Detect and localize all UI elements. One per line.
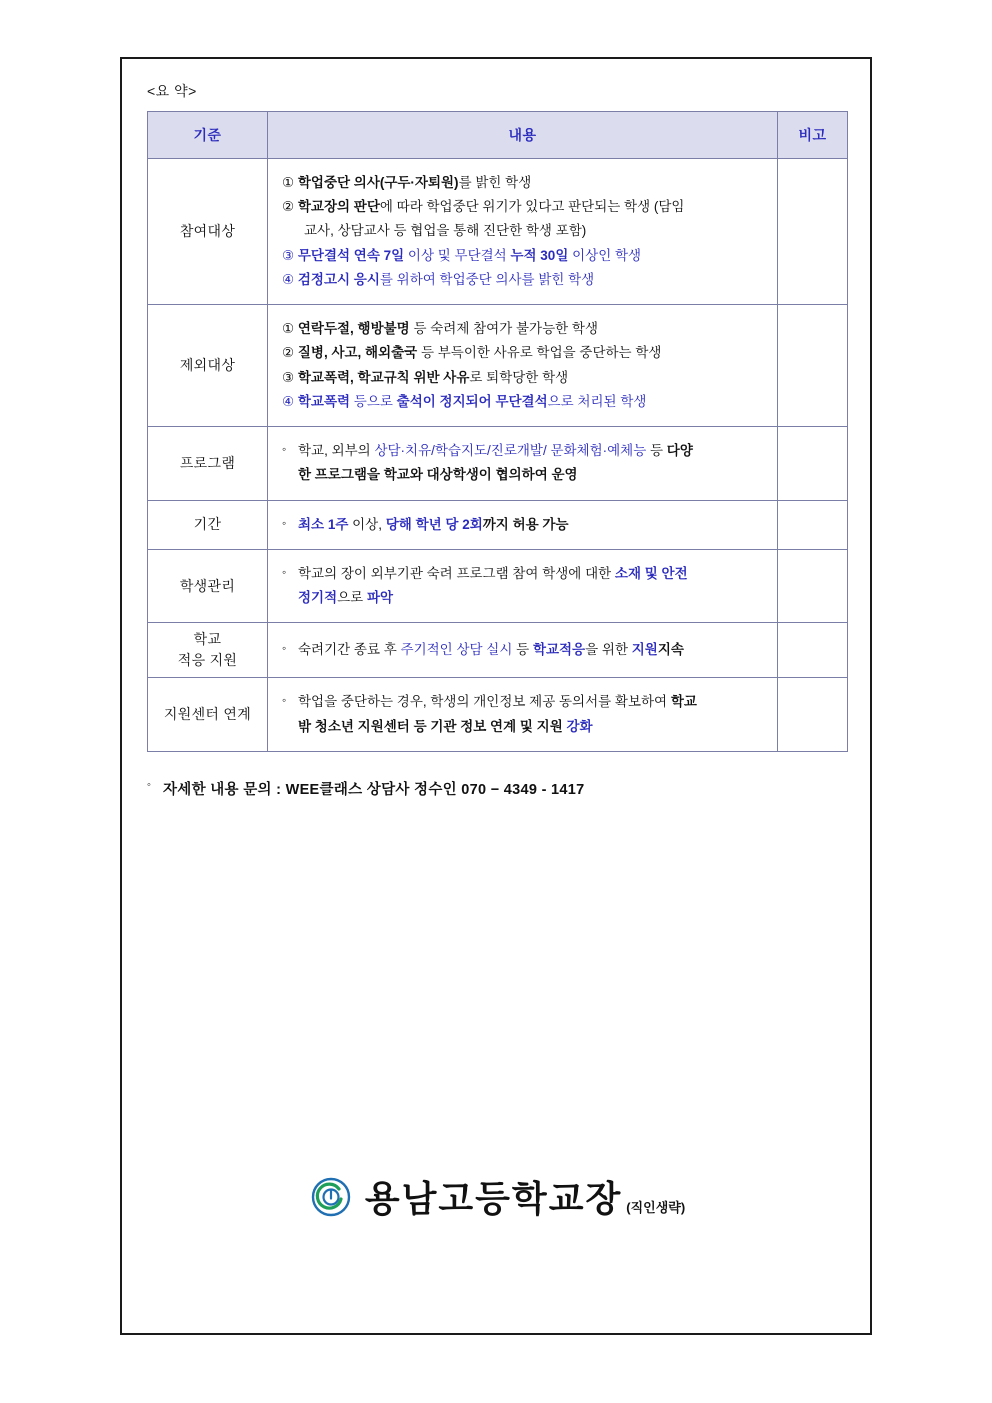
text-segment: 파악: [366, 590, 394, 606]
row-criteria: 학생관리: [148, 549, 268, 623]
text-segment: 누적 30일: [510, 247, 569, 263]
table-body: [148, 159, 848, 752]
text-segment: 상담·치유/학습지도/진로개발/ 문화체험·예체능: [374, 442, 647, 458]
text-segment: 최소 1주: [298, 516, 349, 532]
text-segment: 무단결석: [297, 247, 354, 263]
row-note: [778, 678, 848, 752]
row-note: [778, 159, 848, 305]
school-name: 용남고등학교장: [364, 1179, 623, 1219]
text-segment: 등 부득이한 사유로 학업을 중단하는 학생: [417, 345, 662, 361]
text-segment: ①: [282, 175, 298, 190]
table-header: [148, 112, 848, 159]
text-segment: 등으로: [350, 393, 397, 409]
bullet-icon: ◦: [282, 441, 287, 456]
table-row: [148, 305, 848, 427]
contact-text: 자세한 내용 문의 : WEE클래스 상담사 정수인 070 − 4349 - 1417: [163, 782, 585, 799]
text-segment: 까지 허용 가능: [482, 516, 569, 532]
text-segment: 이상,: [348, 516, 386, 532]
text-segment: 밖 청소년 지원센터 등 기관 정보 연계 및 지원: [298, 718, 567, 734]
text-segment: 이상인 학생: [568, 247, 642, 263]
table-row: [148, 623, 848, 678]
table-row: [148, 500, 848, 549]
row-content: [268, 623, 778, 678]
table-row: [148, 678, 848, 752]
text-segment: ②: [282, 345, 298, 361]
text-segment: ①: [282, 321, 298, 337]
text-segment: 등: [646, 442, 667, 458]
text-segment: 학교: [670, 694, 697, 710]
text-segment: 를 밝힌 학생: [458, 175, 532, 190]
text-segment: 을 위한: [585, 642, 632, 658]
text-segment: 으로: [337, 590, 367, 606]
document-content: [147, 81, 849, 1219]
text-segment: 강화: [566, 718, 593, 734]
text-segment: 학교폭력: [297, 393, 351, 409]
bullet-icon: ◦: [282, 564, 287, 579]
header-content: 내용: [268, 112, 778, 159]
table-header-row: [148, 112, 848, 159]
row-content: [268, 549, 778, 623]
text-segment: 정기적: [298, 590, 338, 606]
text-segment: 연락두절, 행방불명: [297, 321, 410, 337]
text-segment: 학교폭력, 학교규칙 위반 사유: [297, 369, 470, 385]
text-segment: 지원: [631, 642, 658, 658]
row-criteria: 기간: [148, 500, 268, 549]
text-segment: 등: [512, 642, 533, 658]
table-row: [148, 159, 848, 305]
text-segment: 로 퇴학당한 학생: [469, 369, 569, 385]
text-segment: 학교, 외부의: [298, 442, 375, 458]
text-segment: 이상 및 무단결석: [404, 247, 511, 263]
document-page-border: [120, 57, 872, 1335]
school-seal-icon: [311, 1177, 351, 1217]
text-segment: 소재 및 안전: [614, 565, 688, 581]
row-note: [778, 500, 848, 549]
text-segment: 숙려기간 종료 후: [298, 642, 401, 658]
row-criteria: 지원센터 연계: [148, 678, 268, 752]
text-segment: ②: [282, 199, 298, 215]
row-note: [778, 426, 848, 500]
text-segment: 한 프로그램을 학교와 대상학생이 협의하여 운영: [298, 467, 578, 483]
text-segment: 학업을 중단하는 경우, 학생의 개인정보 제공 동의서를 확보하여: [298, 694, 671, 710]
bullet-icon: ◦: [282, 641, 287, 656]
row-note: [778, 549, 848, 623]
text-segment: 다양: [666, 442, 693, 458]
signature-block: [147, 1171, 849, 1222]
row-criteria: 학교 적응 지원: [148, 623, 268, 678]
text-segment: ④: [282, 393, 298, 409]
text-segment: 등 숙려제 참여가 불가능한 학생: [409, 321, 598, 337]
text-segment: 학교의 장이 외부기관 숙려 프로그램 참여 학생에 대한: [298, 565, 615, 581]
row-content: [268, 500, 778, 549]
text-segment: ③: [282, 369, 298, 385]
text-segment: 교사, 상담교사 등 협업을 통해 진단한 학생 포함): [304, 223, 587, 239]
row-content: [268, 305, 778, 427]
contact-line: [147, 778, 849, 799]
text-segment: 학교적응: [532, 642, 586, 658]
row-criteria: 참여대상: [148, 159, 268, 305]
text-segment: ④: [282, 271, 298, 287]
bullet-icon: ◦: [282, 515, 287, 530]
text-segment: 학업중단 의사(구두·자퇴원): [297, 175, 459, 190]
text-segment: 검정고시 응시: [297, 271, 380, 287]
row-note: [778, 305, 848, 427]
text-segment: 지속: [657, 642, 684, 658]
table-row: [148, 549, 848, 623]
row-content: [268, 426, 778, 500]
text-segment: 학교장의 판단: [297, 199, 380, 215]
summary-table: [147, 111, 848, 752]
summary-label: <요 약>: [147, 83, 197, 99]
row-content: [268, 678, 778, 752]
row-note: [778, 623, 848, 678]
row-content: [268, 159, 778, 305]
table-row: [148, 426, 848, 500]
bullet-icon: ◦: [282, 693, 287, 708]
text-segment: 출석이 정지되어 무단결석: [396, 393, 548, 409]
row-criteria: 제외대상: [148, 305, 268, 427]
text-segment: ③: [282, 247, 298, 263]
bullet-icon: ◦: [147, 779, 152, 792]
text-segment: 주기적인 상담 실시: [400, 642, 513, 658]
header-note: 비고: [778, 112, 848, 159]
row-criteria: 프로그램: [148, 426, 268, 500]
header-criteria: 기준: [148, 112, 268, 159]
text-segment: 질병, 사고, 해외출국: [297, 345, 418, 361]
text-segment: 당해 학년 당 2회: [385, 516, 483, 532]
text-segment: 를 위하여 학업중단 의사를 밝힌 학생: [379, 271, 595, 287]
seal-omitted-note: (직인생략): [626, 1200, 686, 1215]
text-segment: 으로 처리된 학생: [547, 393, 647, 409]
text-segment: 에 따라 학업중단 위기가 있다고 판단되는 학생 (담임: [379, 199, 685, 215]
text-segment: 연속 7일: [353, 247, 405, 263]
